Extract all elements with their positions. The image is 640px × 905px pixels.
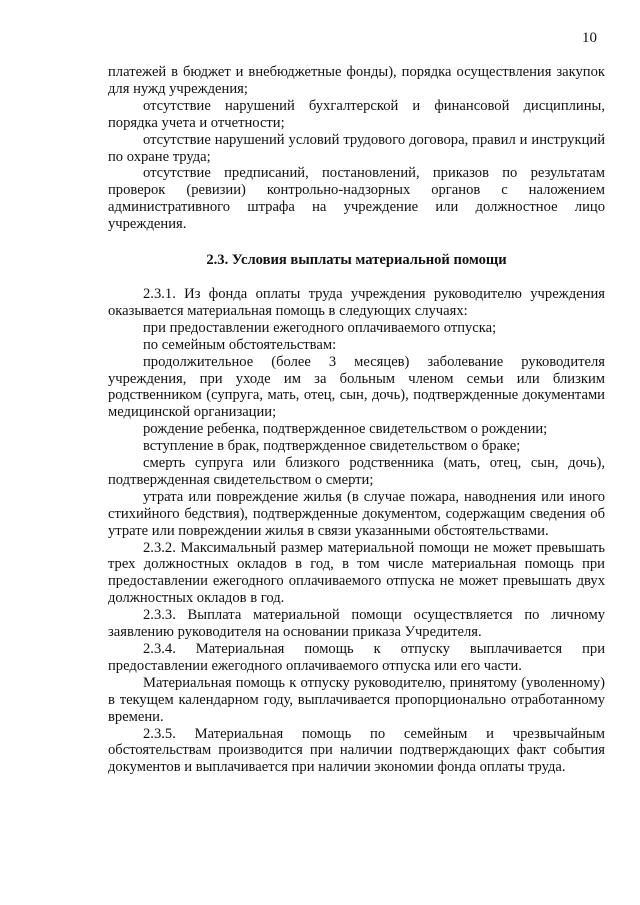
paragraph: 2.3.2. Максимальный размер материальной помощи не может превышать трех должностных окладов в год, в том числе материальная помощь при предоставлении ежегодного оплачиваемого отпуска не может превышать двух должностных окладов в год. — [108, 539, 605, 607]
paragraph: продолжительное (более 3 месяцев) заболевание руководителя учреждения, при уходе им за больным членом семьи или близким родственником (супруга, мать, отец, сын, дочь), подтвержденные документами медицинской организации; — [108, 353, 605, 421]
paragraph: 2.3.4. Материальная помощь к отпуску выплачивается при предоставлении ежегодного оплачиваемого отпуска или его части. — [108, 641, 605, 674]
paragraph: рождение ребенка, подтвержденное свидетельством о рождении; — [143, 421, 548, 438]
paragraph: отсутствие предписаний, постановлений, приказов по результатам проверок (ревизии) контрольно-надзорных органов с наложением административного штрафа на учреждение или должностное лицо учреждения. — [108, 165, 605, 233]
paragraph: 2.3.5. Материальная помощь по семейным и чрезвычайным обстоятельствам производится при наличии подтверждающих факт события документов и выплачивается при наличии экономии фонда оплаты труда. — [108, 725, 605, 776]
paragraph: отсутствие нарушений условий трудового договора, правил и инструкций по охране труда; — [108, 131, 605, 165]
page-number: 10 — [582, 30, 597, 46]
paragraph: по семейным обстоятельствам: — [143, 336, 337, 353]
paragraph: 2.3.3. Выплата материальной помощи осуществляется по личному заявлению руководителя на основании приказа Учредителя. — [108, 607, 605, 641]
paragraph: Материальная помощь к отпуску руководителю, принятому (уволенному) в текущем календарном году, выплачивается пропорционально отработанному времени. — [108, 674, 605, 725]
paragraph: вступление в брак, подтвержденное свидетельством о браке; — [143, 438, 521, 455]
document-body — [108, 64, 605, 776]
paragraph: смерть супруга или близкого родственника (мать, отец, сын, дочь), подтвержденная свидетельством о смерти; — [108, 455, 605, 488]
paragraph: 2.3.1. Из фонда оплаты труда учреждения руководителю учреждения оказывается материальная помощь в следующих случаях: — [108, 285, 605, 319]
paragraph: при предоставлении ежегодного оплачиваемого отпуска; — [143, 319, 497, 336]
paragraph: утрата или повреждение жилья (в случае пожара, наводнения или иного стихийного бедствия), подтвержденные документом, содержащим сведения об утрате или повреждении жилья в связи указанными обстоятельствами. — [108, 488, 605, 539]
paragraph: платежей в бюджет и внебюджетные фонды), порядка осуществления закупок для нужд учреждения; — [108, 64, 605, 97]
section-heading: 2.3. Условия выплаты материальной помощи — [206, 252, 507, 269]
paragraph: отсутствие нарушений бухгалтерской и финансовой дисциплины, порядка учета и отчетности; — [108, 97, 605, 131]
